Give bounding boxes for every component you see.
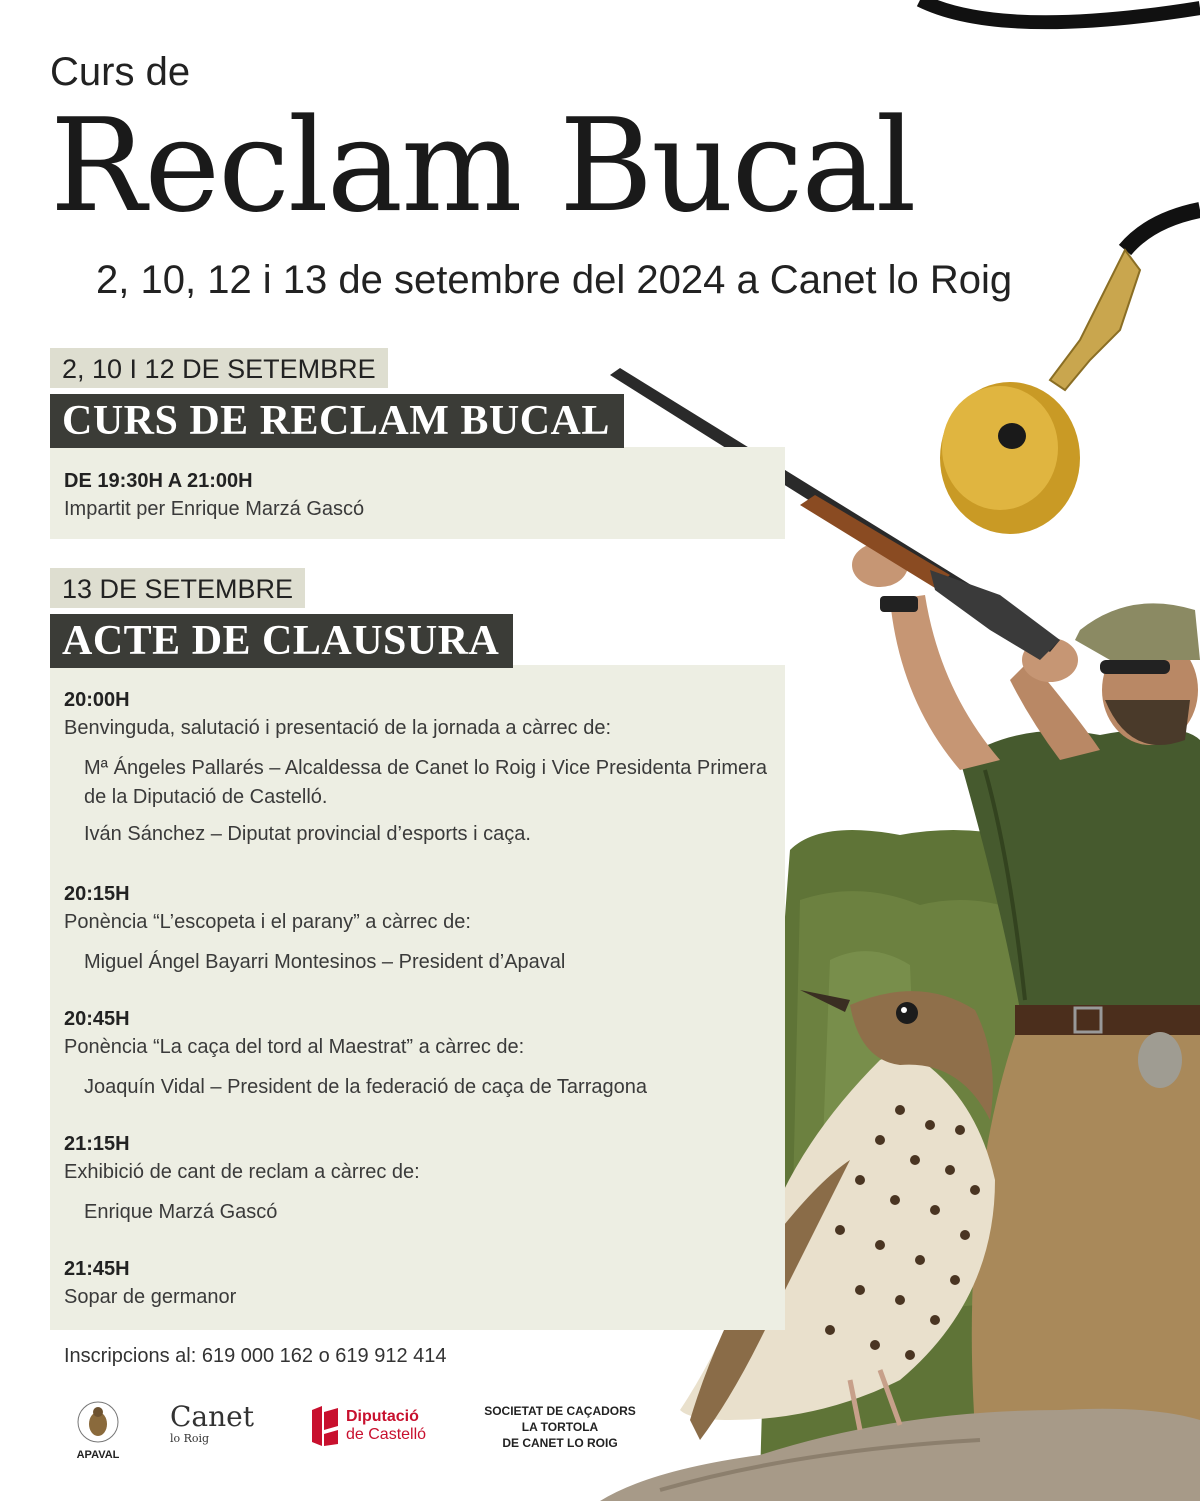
schedule-desc: Ponència “L’escopeta i el parany” a càrrec de: bbox=[64, 911, 471, 933]
section1-heading: CURS DE RECLAM BUCAL bbox=[50, 394, 624, 448]
societat-logo bbox=[470, 1403, 650, 1451]
schedule-desc: Sopar de germanor bbox=[64, 1286, 237, 1308]
section2-heading: ACTE DE CLAUSURA bbox=[50, 614, 513, 668]
diputacio-stripes-icon bbox=[310, 1406, 340, 1446]
lanyard-cord bbox=[920, 0, 1200, 22]
schedule-desc: Benvinguda, salutació i presentació de la jornada a càrrec de: bbox=[64, 717, 612, 739]
schedule-person: Iván Sánchez – Diputat provincial d’esports i caça. bbox=[84, 823, 531, 845]
section1-time: DE 19:30H A 21:00H bbox=[64, 470, 253, 492]
societat-line3: DE CANET LO ROIG bbox=[502, 1436, 618, 1450]
canet-logo bbox=[170, 1402, 280, 1452]
schedule-time: 21:15H bbox=[64, 1133, 130, 1155]
hunter-cap bbox=[1075, 603, 1200, 660]
schedule-time: 20:00H bbox=[64, 689, 130, 711]
schedule-person: Mª Ángeles Pallarés – Alcaldessa de Canet lo Roig i Vice Presidenta Primera de la Diputació de Castelló. bbox=[84, 757, 767, 808]
section1-panel bbox=[50, 447, 785, 539]
schedule-desc: Ponència “La caça del tord al Maestrat” a càrrec de: bbox=[64, 1036, 525, 1058]
schedule-person: Enrique Marzá Gascó bbox=[84, 1201, 278, 1223]
societat-line2: LA TORTOLA bbox=[521, 1420, 599, 1434]
section2-date-tag: 13 DE SETEMBRE bbox=[50, 568, 305, 608]
schedule-desc: Exhibició de cant de reclam a càrrec de: bbox=[64, 1161, 420, 1183]
page-title: Reclam Bucal bbox=[50, 92, 915, 241]
schedule-time: 20:15H bbox=[64, 883, 130, 905]
diputacio-line1: Diputació bbox=[346, 1408, 419, 1425]
schedule-time: 20:45H bbox=[64, 1008, 130, 1030]
lanyard-cord-right bbox=[1125, 210, 1200, 250]
schedule-person: Joaquín Vidal – President de la federació de caça de Tarragona bbox=[84, 1076, 647, 1098]
diputacio-logo bbox=[310, 1404, 450, 1448]
diputacio-line2: de Castelló bbox=[346, 1426, 427, 1443]
societat-line1: SOCIETAT DE CAÇADORS bbox=[484, 1404, 636, 1418]
apaval-bird-icon bbox=[58, 1400, 138, 1444]
header-kicker: Curs de bbox=[50, 50, 191, 94]
section1-date-tag: 2, 10 I 12 DE SETEMBRE bbox=[50, 348, 388, 388]
apaval-logo bbox=[58, 1400, 138, 1460]
schedule-person: Miguel Ángel Bayarri Montesinos – President d’Apaval bbox=[84, 951, 566, 973]
hunter-belt bbox=[1015, 1005, 1200, 1035]
section1-note: Impartit per Enrique Marzá Gascó bbox=[64, 498, 365, 520]
registration-contact: Inscripcions al: 619 000 162 o 619 912 414 bbox=[64, 1345, 447, 1367]
apaval-label: APAVAL bbox=[76, 1449, 120, 1461]
schedule-time: 21:45H bbox=[64, 1258, 130, 1280]
canet-logo-main: Canet bbox=[170, 1400, 254, 1433]
hunter-trousers bbox=[972, 1035, 1200, 1430]
page-subtitle: 2, 10, 12 i 13 de setembre del 2024 a Canet lo Roig bbox=[96, 258, 1013, 302]
canet-logo-sub: lo Roig bbox=[170, 1432, 210, 1445]
lanyard-clasp bbox=[1050, 250, 1140, 390]
